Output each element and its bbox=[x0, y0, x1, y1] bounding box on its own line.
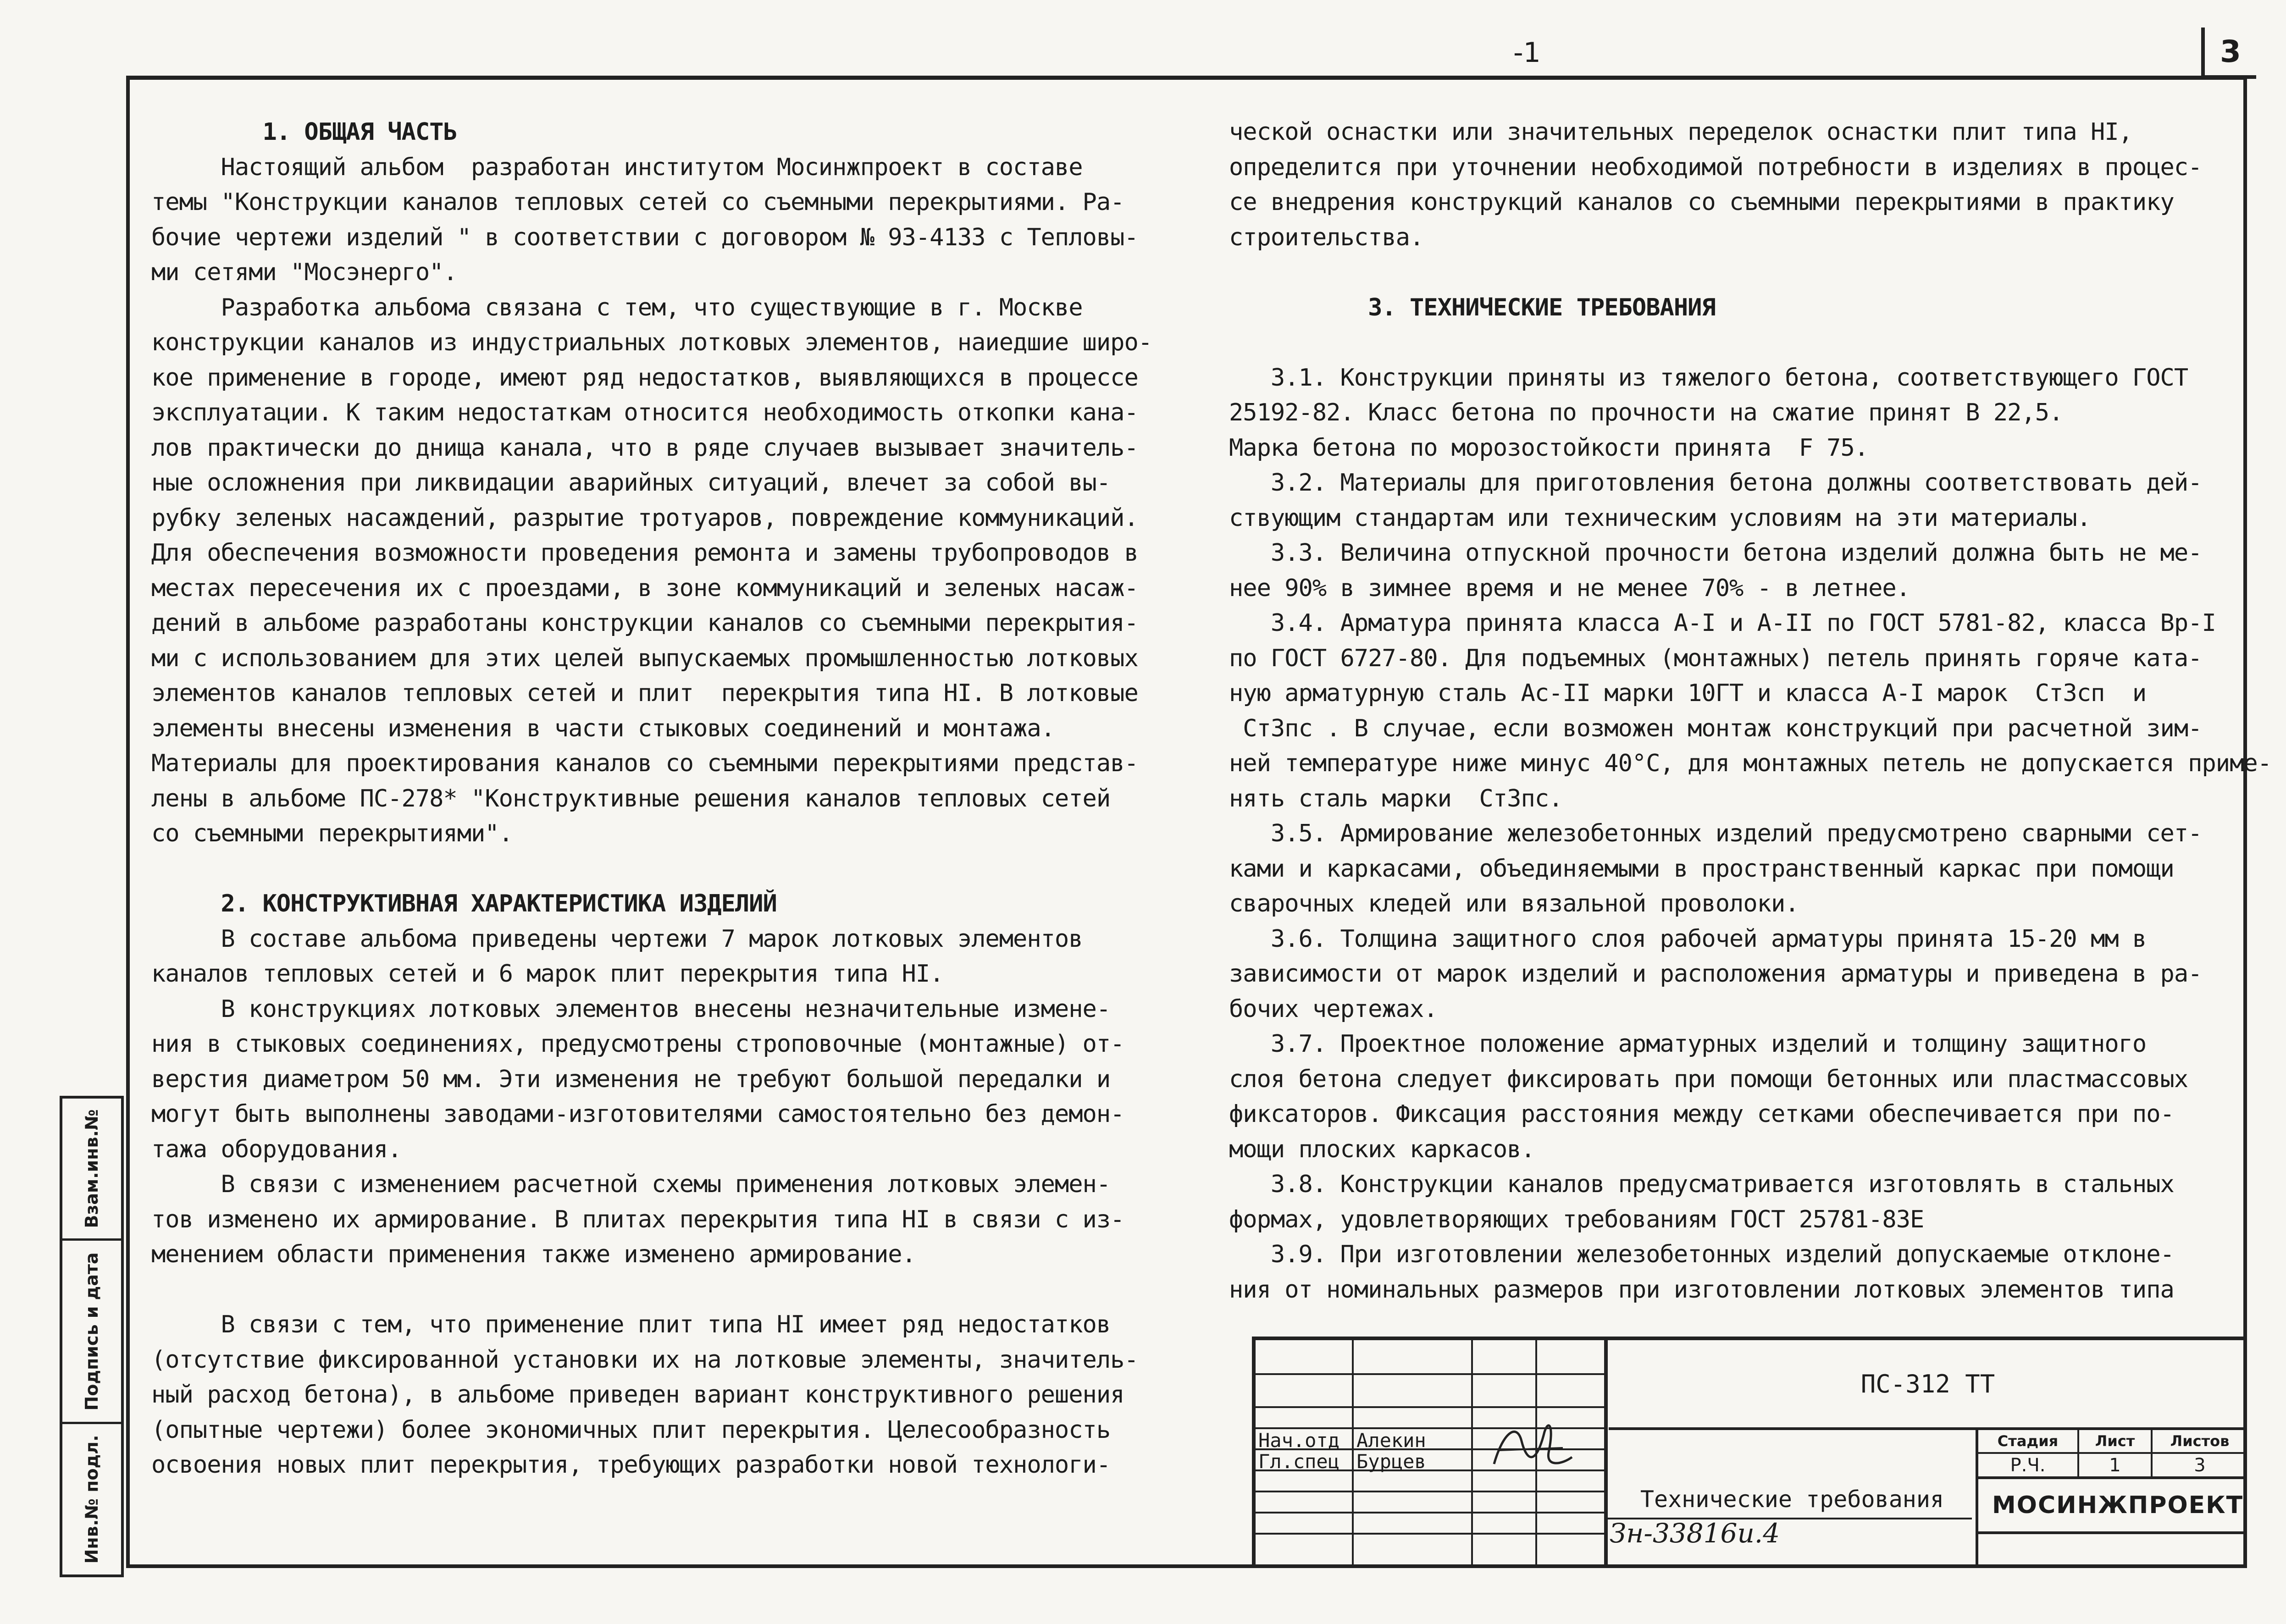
text-line: Настоящий альбом разработан институтом Мосинжпроект в составе bbox=[151, 153, 1083, 181]
text-line: определится при уточнении необходимой потребности в изделиях в процес- bbox=[1229, 153, 2202, 181]
document-code: ПС-312 ТТ bbox=[1609, 1340, 2247, 1430]
text-line: тажа оборудования. bbox=[151, 1135, 402, 1163]
text-line: фиксаторов. Фиксация расстояния между сетками обеспечивается при по- bbox=[1229, 1100, 2174, 1128]
text-line: могут быть выполнены заводами-изготовителями самостоятельно без демон- bbox=[151, 1100, 1124, 1128]
text-line: Материалы для проектирования каналов со съемными перекрытиями представ- bbox=[151, 750, 1138, 777]
text-line: 3.2. Материалы для приготовления бетона должны соответствовать дей- bbox=[1229, 469, 2202, 497]
text-line: зависимости от марок изделий и расположения арматуры и приведена в ра- bbox=[1229, 960, 2202, 988]
blank-line bbox=[1229, 325, 2215, 360]
header-stage: Стадия bbox=[1978, 1430, 2079, 1454]
name-head-dept: Алекин bbox=[1356, 1429, 1426, 1452]
text-line: элементов каналов тепловых сетей и плит перекрытия типа НI. В лотковые bbox=[151, 679, 1138, 707]
text-line: ней температуре ниже минус 40°С, для монтажных петель не допускается приме- bbox=[1229, 750, 2271, 777]
text-line: Марка бетона по морозостойкости принята F 75. bbox=[1229, 434, 1869, 462]
text-line: ния в стыковых соединениях, предусмотрены строповочные (монтажные) от- bbox=[151, 1030, 1124, 1058]
text-line: ствующим стандартам или техническим условиям на эти материалы. bbox=[1229, 504, 2091, 532]
text-line: по ГОСТ 6727-80. Для подъемных (монтажных) петель принять горяче ката- bbox=[1229, 644, 2202, 672]
text-line: нять сталь марки Ст3пс. bbox=[1229, 784, 1563, 812]
text-line: 3.3. Величина отпускной прочности бетона изделий должна быть не ме- bbox=[1229, 539, 2202, 567]
text-line: се внедрения конструкций каналов со съемными перекрытиями в практику bbox=[1229, 188, 2174, 216]
text-line: 25192-82. Класс бетона по прочности на сжатие принят В 22,5. bbox=[1229, 399, 2063, 426]
text-line: менением области применения также изменено армирование. bbox=[151, 1241, 916, 1268]
text-line: кое применение в городе, имеют ряд недостатков, выявляющихся в процессе bbox=[151, 364, 1138, 392]
sidebar-cell-original-inv bbox=[62, 1424, 121, 1574]
stage-sheet-block bbox=[1976, 1430, 2247, 1568]
value-sheet: 1 bbox=[2079, 1454, 2153, 1479]
signature-grid bbox=[1256, 1340, 1604, 1568]
section-heading: 2. КОНСТРУКТИВНАЯ ХАРАКТЕРИСТИКА ИЗДЕЛИЙ bbox=[151, 890, 777, 917]
text-line: лены в альбоме ПС-278* "Конструктивные решения каналов тепловых сетей bbox=[151, 784, 1111, 812]
sidebar-label-signature-date: Подпись и дата bbox=[82, 1252, 102, 1411]
text-line: Разработка альбома связана с тем, что существующие в г. Москве bbox=[151, 293, 1083, 321]
text-line: бочих чертежах. bbox=[1229, 995, 1438, 1023]
text-line: лов практически до днища канала, что в ряде случаев вызывает значитель- bbox=[151, 434, 1138, 462]
right-text-column bbox=[1229, 115, 2271, 1307]
text-line: (отсутствие фиксированной установки их на лотковые элементы, значитель- bbox=[151, 1346, 1138, 1374]
text-line: каналов тепловых сетей и 6 марок плит перекрытия типа НI. bbox=[151, 960, 944, 988]
sidebar-label-original-inv: Инв.№ подл. bbox=[82, 1435, 102, 1564]
text-line: 3.7. Проектное положение арматурных изделий и толщину защитного bbox=[1229, 1030, 2147, 1058]
section-heading: 1. ОБЩАЯ ЧАСТЬ bbox=[151, 118, 457, 146]
sidebar-label-replace-inv: Взам.инв.№ bbox=[82, 1109, 102, 1228]
text-line: конструкции каналов из индустриальных лотковых элементов, наиедшие широ- bbox=[151, 329, 1152, 356]
blank-line bbox=[151, 851, 1192, 887]
text-line: ми с использованием для этих целей выпускаемых промышленностью лотковых bbox=[151, 644, 1138, 672]
organization-name: МОСИНЖПРОЕКТ bbox=[1978, 1479, 2247, 1534]
text-line: верстия диаметром 50 мм. Эти изменения не требуют большой передалки и bbox=[151, 1065, 1111, 1093]
text-line: 3.4. Арматура принята класса А-I и А-II по ГОСТ 5781-82, класса Вр-I bbox=[1229, 609, 2216, 637]
role-chief-spec: Гл.спец bbox=[1258, 1450, 1340, 1473]
text-line: 3.6. Толщина защитного слоя рабочей арматуры принята 15-20 мм в bbox=[1229, 925, 2147, 953]
text-line: В связи с тем, что применение плит типа НI имеет ряд недостатков bbox=[151, 1311, 1111, 1338]
text-line: ческой оснастки или значительных переделок оснастки плит типа НI, bbox=[1229, 118, 2132, 146]
section-heading: 3. ТЕХНИЧЕСКИЕ ТРЕБОВАНИЯ bbox=[1229, 293, 1716, 321]
inventory-number: Зн-33816и.4 bbox=[1610, 1518, 1780, 1549]
text-line: ния от номинальных размеров при изготовлении лотковых элементов типа bbox=[1229, 1276, 2174, 1304]
text-line: 3.5. Армирование железобетонных изделий предусмотрено сварными сет- bbox=[1229, 820, 2202, 847]
text-line: тов изменено их армирование. В плитах перекрытия типа НI в связи с из- bbox=[151, 1205, 1124, 1233]
text-line: ми сетями "Мосэнерго". bbox=[151, 259, 457, 286]
document-title: Технические требования bbox=[1640, 1486, 1944, 1513]
text-line: (опытные чертежи) более экономичных плит перекрытия. Целесообразность bbox=[151, 1416, 1111, 1444]
text-line: бочие чертежи изделий " в соответствии с договором № 93-4133 с Тепловы- bbox=[151, 223, 1138, 251]
name-chief-spec: Бурцев bbox=[1356, 1450, 1426, 1473]
text-line: В составе альбома приведены чертежи 7 марок лотковых элементов bbox=[151, 925, 1083, 953]
text-line: со съемными перекрытиями". bbox=[151, 820, 513, 847]
text-line: дений в альбоме разработаны конструкции каналов со съемными перекрытия- bbox=[151, 609, 1138, 637]
text-line: мощи плоских каркасов. bbox=[1229, 1135, 1535, 1163]
text-line: местах пересечения их с проездами, в зоне коммуникаций и зеленых насаж- bbox=[151, 574, 1138, 602]
text-line: ный расход бетона), в альбоме приведен вариант конструктивного решения bbox=[151, 1381, 1124, 1409]
text-line: сварочных кледей или вязальной проволоки. bbox=[1229, 890, 1799, 917]
header-sheets: Листов bbox=[2153, 1430, 2247, 1454]
sidebar-cell-replace-inv bbox=[62, 1099, 121, 1241]
text-line: эксплуатации. К таким недостаткам относится необходимость откопки кана- bbox=[151, 399, 1138, 426]
text-line: нее 90% в зимнее время и не менее 70% - в летнее. bbox=[1229, 574, 1910, 602]
blank-line bbox=[151, 1272, 1192, 1308]
text-line: освоения новых плит перекрытия, требующих разработки новой технологи- bbox=[151, 1451, 1111, 1479]
text-line: строительства. bbox=[1229, 223, 1424, 251]
text-line: 3.8. Конструкции каналов предусматривается изготовлять в стальных bbox=[1229, 1171, 2174, 1198]
text-line: 3.9. При изготовлении железобетонных изделий допускаемые отклоне- bbox=[1229, 1241, 2174, 1268]
text-line: В связи с изменением расчетной схемы применения лотковых элемен- bbox=[151, 1171, 1111, 1198]
page-number: 3 bbox=[2201, 28, 2256, 79]
top-mark: -1 bbox=[1513, 37, 1541, 69]
text-line: ками и каркасами, объединяемыми в пространственный каркас при помощи bbox=[1229, 855, 2174, 883]
text-line: темы "Конструкции каналов тепловых сетей со съемными перекрытиями. Ра- bbox=[151, 188, 1124, 216]
role-head-dept: Нач.отд bbox=[1258, 1429, 1340, 1452]
value-stage: Р.Ч. bbox=[1978, 1454, 2079, 1479]
text-line: В конструкциях лотковых элементов внесены незначительные измене- bbox=[151, 995, 1111, 1023]
handwritten-signature bbox=[1485, 1414, 1577, 1478]
header-sheet: Лист bbox=[2079, 1430, 2153, 1454]
approval-sidebar bbox=[60, 1096, 124, 1577]
left-text-column bbox=[151, 115, 1192, 1483]
text-line: слоя бетона следует фиксировать при помощи бетонных или пластмассовых bbox=[1229, 1065, 2188, 1093]
value-sheets: 3 bbox=[2153, 1454, 2247, 1479]
text-line: Ст3пс . В случае, если возможен монтаж конструкций при расчетной зим- bbox=[1229, 714, 2202, 742]
text-line: ную арматурную сталь Ас-II марки 10ГТ и класса А-I марок Ст3сп и bbox=[1229, 679, 2147, 707]
blank-line bbox=[1229, 255, 2215, 290]
text-line: элементы внесены изменения в части стыковых соединений и монтажа. bbox=[151, 714, 1055, 742]
text-line: формах, удовлетворяющих требованиям ГОСТ 25781-83Е bbox=[1229, 1205, 1924, 1233]
text-line: ные осложнения при ликвидации аварийных ситуаций, влечет за собой вы- bbox=[151, 469, 1111, 497]
sidebar-cell-signature-date bbox=[62, 1241, 121, 1424]
text-line: рубку зеленых насаждений, разрытие тротуаров, повреждение коммуникаций. bbox=[151, 504, 1138, 532]
text-line: 3.1. Конструкции приняты из тяжелого бетона, соответствующего ГОСТ bbox=[1229, 364, 2188, 392]
text-line: Для обеспечения возможности проведения ремонта и замены трубопроводов в bbox=[151, 539, 1138, 567]
